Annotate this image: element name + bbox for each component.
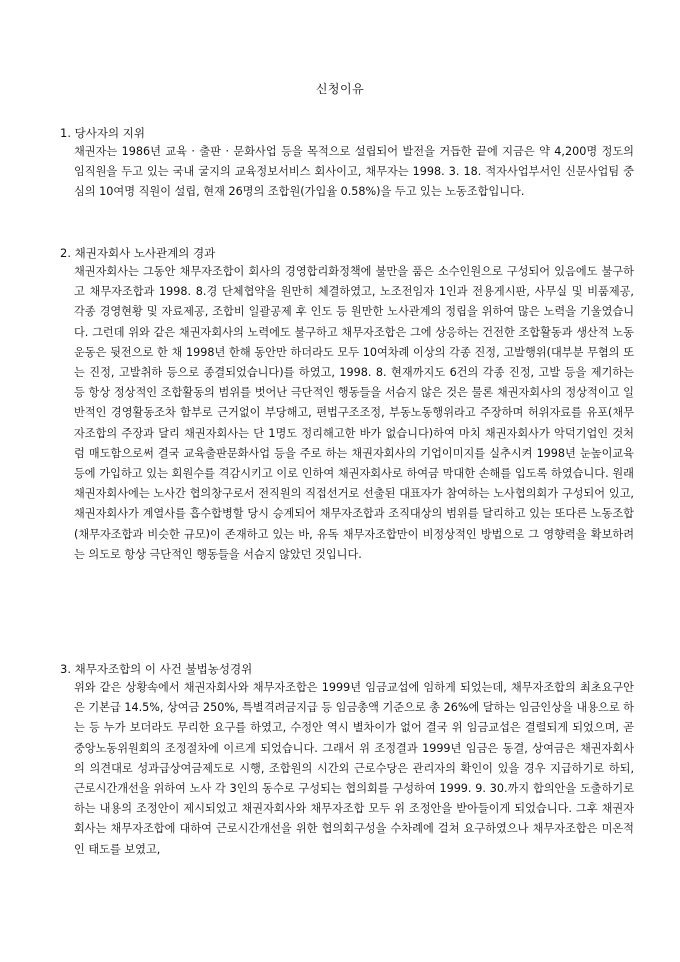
section-labor-relations-history [60, 244, 640, 565]
section-heading: 3. 채무자조합의 이 사건 불법농성경위 [60, 662, 253, 676]
section-body: 채권자는 1986년 교육 · 출판 · 문화사업 등을 목적으로 설립되어 발전을 거듭한 끝에 지금은 약 4,200명 정도의 임직원을 두고 있는 국내 굴지의 교육정보서비스 회사이고, 채무자는 1998. 3. 18. 적자사업부서인 신문사업팀 중심의 10여명 직원이 설립, 현재 26명의 조합원(가입율 0.58%)을 두고 있는 노동조합입니다. [74, 145, 634, 199]
section-heading: 2. 채권자회사 노사관계의 경과 [60, 246, 216, 260]
section-body: 위와 같은 상황속에서 채권자회사와 채무자조합은 1999년 임금교섭에 임하게 되었는데, 채무자조합의 최초요구안은 기본급 14.5%, 상여금 250%, 특별격려금지급 등 임금총액 기준으로 총 26%에 달하는 임금인상을 내용으로 하는 등 누가 보더라도 무리한 요구를 하였고, 수정안 역시 별차이가 없어 결국 위 임금교섭은 결렬되게 되었으며, 곧 중앙노동위원회의 조정절차에 이르게 되었습니다. 그래서 위 조정결과 1999년 임금은 동결, 상여금은 채권자회사의 의견대로 성과급상여금제도로 시행, 조합원의 시간외 근로수당은 관리자의 확인이 있을 경우 지급하기로 하되, 근로시간개선을 위하여 노사 각 3인의 동수로 구성되는 협의회를 구성하여 1999. 9. 30.까지 합의안을 도출하기로 하는 내용의 조정안이 제시되었고 채권자회사와 채무자조합 모두 위 조정안을 받아들이게 되었습니다. 그후 채권자회사는 채무자조합에 대하여 근로시간개선을 위한 협의회구성을 수차례에 걸쳐 요구하였으나 채무자조합은 미온적인 태도를 보였고, [74, 681, 634, 856]
section-heading: 1. 당사자의 지위 [60, 126, 145, 140]
section-illegal-sit-in-background [60, 660, 640, 860]
document-title: 신청이유 [315, 82, 365, 96]
section-party-status [60, 124, 640, 203]
section-body: 채권자회사는 그동안 채무자조합이 회사의 경영합리화정책에 불만을 품은 소수인원으로 구성되어 있음에도 불구하고 채무자조합과 1998. 8.경 단체협약을 원만히 체결하였고, 노조전임자 1인과 전용게시판, 사무실 및 비품제공, 각종 경영현황 및 자료제공, 조합비 일괄공제 후 인도 등 원만한 노사관계의 정립을 위하여 많은 노력을 기울였습니다. 그런데 위와 같은 채권자회사의 노력에도 불구하고 채무자조합은 그에 상응하는 건전한 조합활동과 생산적 노동운동은 뒷전으로 한 채 1998년 한해 동안만 하더라도 모두 10여차례 이상의 각종 진정, 고발행위(대부분 무혐의 또는 진정, 고발취하 등으로 종결되었습니다)를 하였고, 1998. 8. 현재까지도 6건의 각종 진정, 고발 등을 제기하는 등 항상 정상적인 조합활동의 범위를 벗어난 극단적인 행동들을 서슴지 않은 것은 물론 채권자회사의 정상적이고 일반적인 경영활동조차 함부로 근거없이 부당해고, 편법구조조정, 부동노동행위라고 주장하며 허위자료를 유포(채무자조합의 주장과 달리 채권자회사는 단 1명도 정리해고한 바가 없습니다)하여 마치 채권자회사가 악덕기업인 것처럼 매도함으로써 결국 교육출판문화사업 등을 주로 하는 채권자회사의 기업이미지를 실추시켜 1998년 눈높이교육 등에 가입하고 있는 회원수를 격감시키고 이로 인하여 채권자회사로 하여금 막대한 손해를 입도록 하였습니다. 원래 채권자회사에는 노사간 협의창구로서 전직원의 직접선거로 선출된 대표자가 참여하는 노사협의회가 구성되어 있고, 채권자회사가 계열사를 흡수합병할 당시 승계되어 채무자조합과 조직대상의 범위를 달리하고 있는 또다른 노동조합(채무자조합과 비슷한 규모)이 존재하고 있는 바, 유독 채무자조합만이 비정상적인 방법으로 그 영향력을 확보하려는 의도로 항상 극단적인 행동들을 서슴지 않았던 것입니다. [74, 265, 634, 561]
